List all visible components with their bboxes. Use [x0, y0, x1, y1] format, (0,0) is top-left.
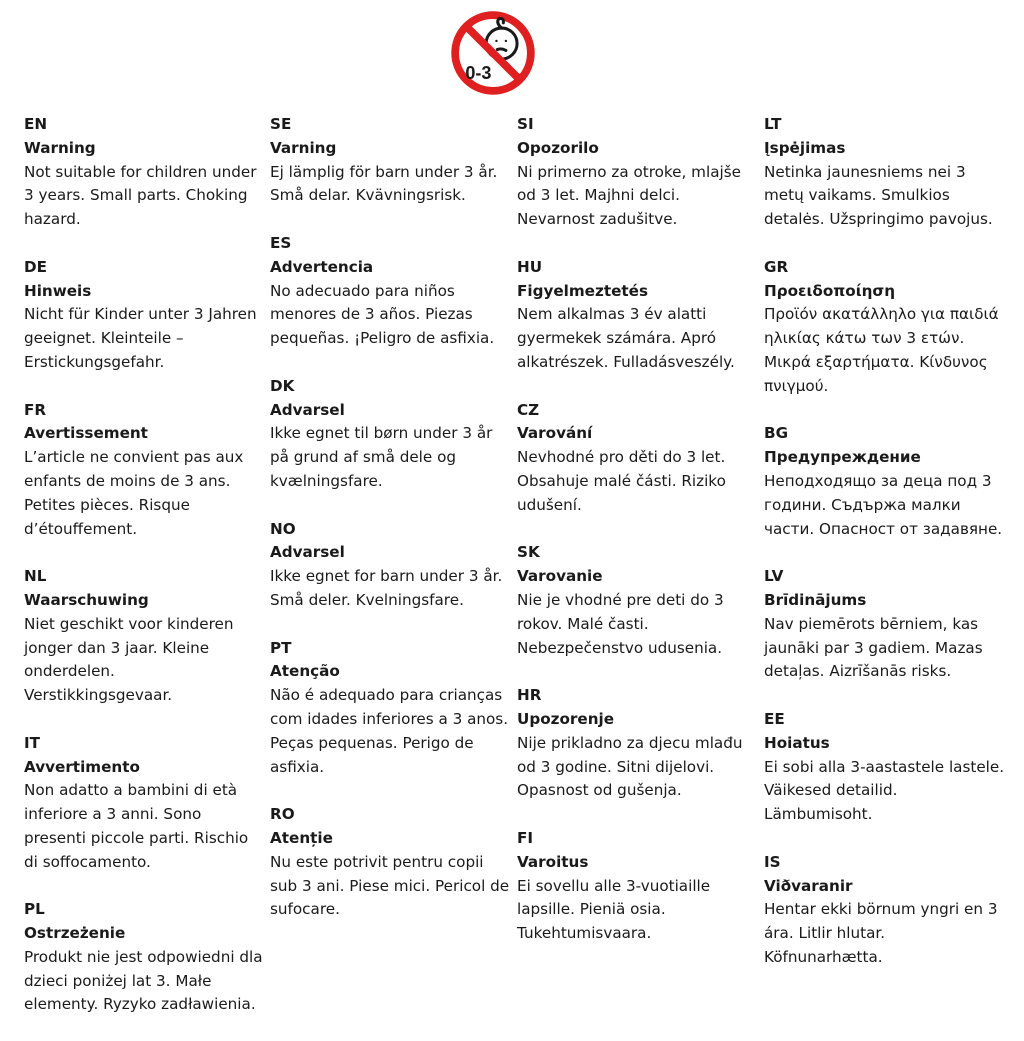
language-code: BG: [764, 424, 789, 443]
warning-block-pl: [24, 898, 266, 1017]
warning-text: Ej lämplig för barn under 3 år. Små delar. Kvävningsrisk.: [270, 162, 498, 205]
warning-text: Niet geschikt voor kinderen jonger dan 3 jaar. Kleine onderdelen. Verstikkingsgevaar.: [24, 614, 234, 705]
warning-block-ro: [270, 803, 512, 922]
warning-text: Não é adequado para crianças com idades inferiores a 3 anos. Peças pequenas. Perigo de asfixia.: [270, 686, 509, 776]
warning-title: Προειδοποίηση: [764, 281, 896, 300]
warning-block-sk: [517, 541, 759, 660]
language-code: FI: [517, 828, 534, 847]
language-code: CZ: [517, 400, 540, 419]
warning-block-fr: [24, 399, 266, 542]
warning-text: Hentar ekki börnum yngri en 3 ára. Litlir hlutar. Köfnunarhætta.: [764, 900, 998, 966]
warning-text: Not suitable for children under 3 years. Small parts. Choking hazard.: [24, 162, 257, 229]
warning-title: Avertissement: [24, 424, 148, 443]
warning-block-lt: [764, 113, 1006, 232]
warnings-column-1: [24, 113, 266, 1041]
warnings-column-3: [517, 113, 759, 970]
warnings-column-4: [764, 113, 1006, 993]
warning-title: Opozorilo: [517, 138, 599, 157]
age-label: 0-3: [465, 62, 492, 83]
language-code: SE: [270, 115, 292, 133]
warning-title: Atenție: [270, 828, 333, 847]
warning-title: Įspėjimas: [764, 138, 846, 157]
warning-text: Nevhodné pro děti do 3 let. Obsahuje malé části. Riziko udušení.: [517, 448, 726, 514]
warning-block-is: [764, 851, 1006, 970]
warning-block-de: [24, 256, 266, 375]
warning-title: Ostrzeżenie: [24, 924, 126, 943]
warning-text: No adecuado para niños menores de 3 años. Piezas pequeñas. ¡Peligro de asfixia.: [270, 281, 495, 348]
warning-block-nl: [24, 565, 266, 708]
language-code: PT: [270, 638, 292, 657]
warning-block-lv: [764, 565, 1006, 684]
warning-title: Предупреждение: [764, 448, 921, 467]
warning-text: Ni primerno za otroke, mlajše od 3 let. Majhni delci. Nevarnost zadušitve.: [517, 162, 741, 229]
language-code: DK: [270, 376, 295, 395]
language-code: IT: [24, 733, 41, 752]
warning-text: Προϊόν ακατάλληλο για παιδιά ηλικίας κάτω των 3 ετών. Μικρά εξαρτήματα. Κίνδυνος πνιγμού.: [764, 305, 999, 395]
language-code: NL: [24, 567, 47, 586]
language-code: LV: [764, 567, 784, 586]
language-code: PL: [24, 900, 45, 919]
warning-block-hu: [517, 256, 759, 375]
warning-block-hr: [517, 684, 759, 803]
warning-title: Brīdinājums: [764, 590, 867, 609]
language-code: IS: [764, 852, 781, 871]
no-children-under-3-icon: [450, 10, 536, 96]
warning-title: Varoitus: [517, 852, 589, 871]
warning-block-gr: [764, 256, 1006, 399]
warning-text: Nem alkalmas 3 év alatti gyermekek számára. Apró alkatrészek. Fulladásveszély.: [517, 305, 735, 371]
warning-block-bg: [764, 422, 1006, 541]
warning-title: Hinweis: [24, 281, 92, 300]
warning-block-it: [24, 732, 266, 875]
warning-title: Varovanie: [517, 567, 603, 586]
warning-block-es: [270, 232, 512, 351]
warning-block-se: [270, 113, 512, 208]
warning-title: Upozorenje: [517, 709, 615, 728]
language-code: SK: [517, 543, 540, 562]
language-code: HU: [517, 257, 543, 276]
warnings-column-2: [270, 113, 512, 946]
warning-text: Nije prikladno za djecu mlađu od 3 godine. Sitni dijelovi. Opasnost od gušenja.: [517, 733, 743, 800]
warning-text: Nie je vhodné pre deti do 3 rokov. Malé časti. Nebezpečenstvo udusenia.: [517, 590, 724, 657]
warning-title: Hoiatus: [764, 733, 830, 752]
warning-title: Advarsel: [270, 543, 345, 562]
language-code: HR: [517, 686, 542, 705]
language-code: NO: [270, 519, 296, 538]
warning-block-dk: [270, 375, 512, 494]
warning-title: Advarsel: [270, 400, 345, 419]
warning-title: Varování: [517, 424, 593, 443]
language-code: EE: [764, 709, 785, 728]
warning-block-no: [270, 518, 512, 613]
warning-text: Netinka jaunesniems nei 3 metų vaikams. Smulkios detalės. Užspringimo pavojus.: [764, 162, 993, 229]
warning-title: Advertencia: [270, 257, 374, 276]
warning-text: Ikke egnet for barn under 3 år. Små deler. Kvelningsfare.: [270, 567, 503, 609]
warning-text: Ei sobi alla 3-aastastele lastele. Väikesed detailid. Lämbumisoht.: [764, 757, 1005, 824]
language-code: GR: [764, 257, 789, 276]
language-code: ES: [270, 233, 292, 252]
language-code: FR: [24, 400, 47, 419]
warning-block-pt: [270, 637, 512, 780]
warning-text: Nicht für Kinder unter 3 Jahren geeignet. Kleinteile – Erstickungsgefahr.: [24, 305, 257, 371]
warning-text: Non adatto a bambini di età inferiore a 3 anni. Sono presenti piccole parti. Rischio di soffocamento.: [24, 781, 249, 871]
warning-title: Warning: [24, 138, 96, 157]
language-code: SI: [517, 115, 534, 133]
warning-title: Waarschuwing: [24, 590, 149, 609]
language-code: LT: [764, 115, 782, 133]
warning-block-si: [517, 113, 759, 232]
warning-block-en: [24, 113, 266, 232]
warning-text: Неподходящо за деца под 3 години. Съдържа малки части. Опасност от задавяне.: [764, 471, 1003, 538]
warning-title: Figyelmeztetés: [517, 281, 648, 300]
language-code: EN: [24, 115, 48, 133]
warning-text: Ei sovellu alle 3-vuotiaille lapsille. Pieniä osia. Tukehtumisvaara.: [517, 876, 711, 943]
warning-title: Atenção: [270, 662, 340, 681]
warning-title: Avvertimento: [24, 757, 140, 776]
warning-block-fi: [517, 827, 759, 946]
language-code: RO: [270, 805, 295, 824]
warning-block-ee: [764, 708, 1006, 827]
warning-text: Nu este potrivit pentru copii sub 3 ani. Piese mici. Pericol de sufocare.: [270, 852, 510, 919]
warning-text: Produkt nie jest odpowiedni dla dzieci poniżej lat 3. Małe elementy. Ryzyko zadławienia.: [24, 947, 263, 1014]
warning-block-cz: [517, 399, 759, 518]
language-code: DE: [24, 257, 47, 276]
warning-title: Varning: [270, 138, 337, 157]
warning-title: Viðvaranir: [764, 876, 853, 895]
warning-text: L’article ne convient pas aux enfants de moins de 3 ans. Petites pièces. Risque d’étouffement.: [24, 448, 244, 538]
warning-text: Nav piemērots bērniem, kas jaunāki par 3 gadiem. Mazas detaļas. Aizrīšanās risks.: [764, 614, 983, 681]
warning-text: Ikke egnet til børn under 3 år på grund af små dele og kvælningsfare.: [270, 424, 493, 490]
